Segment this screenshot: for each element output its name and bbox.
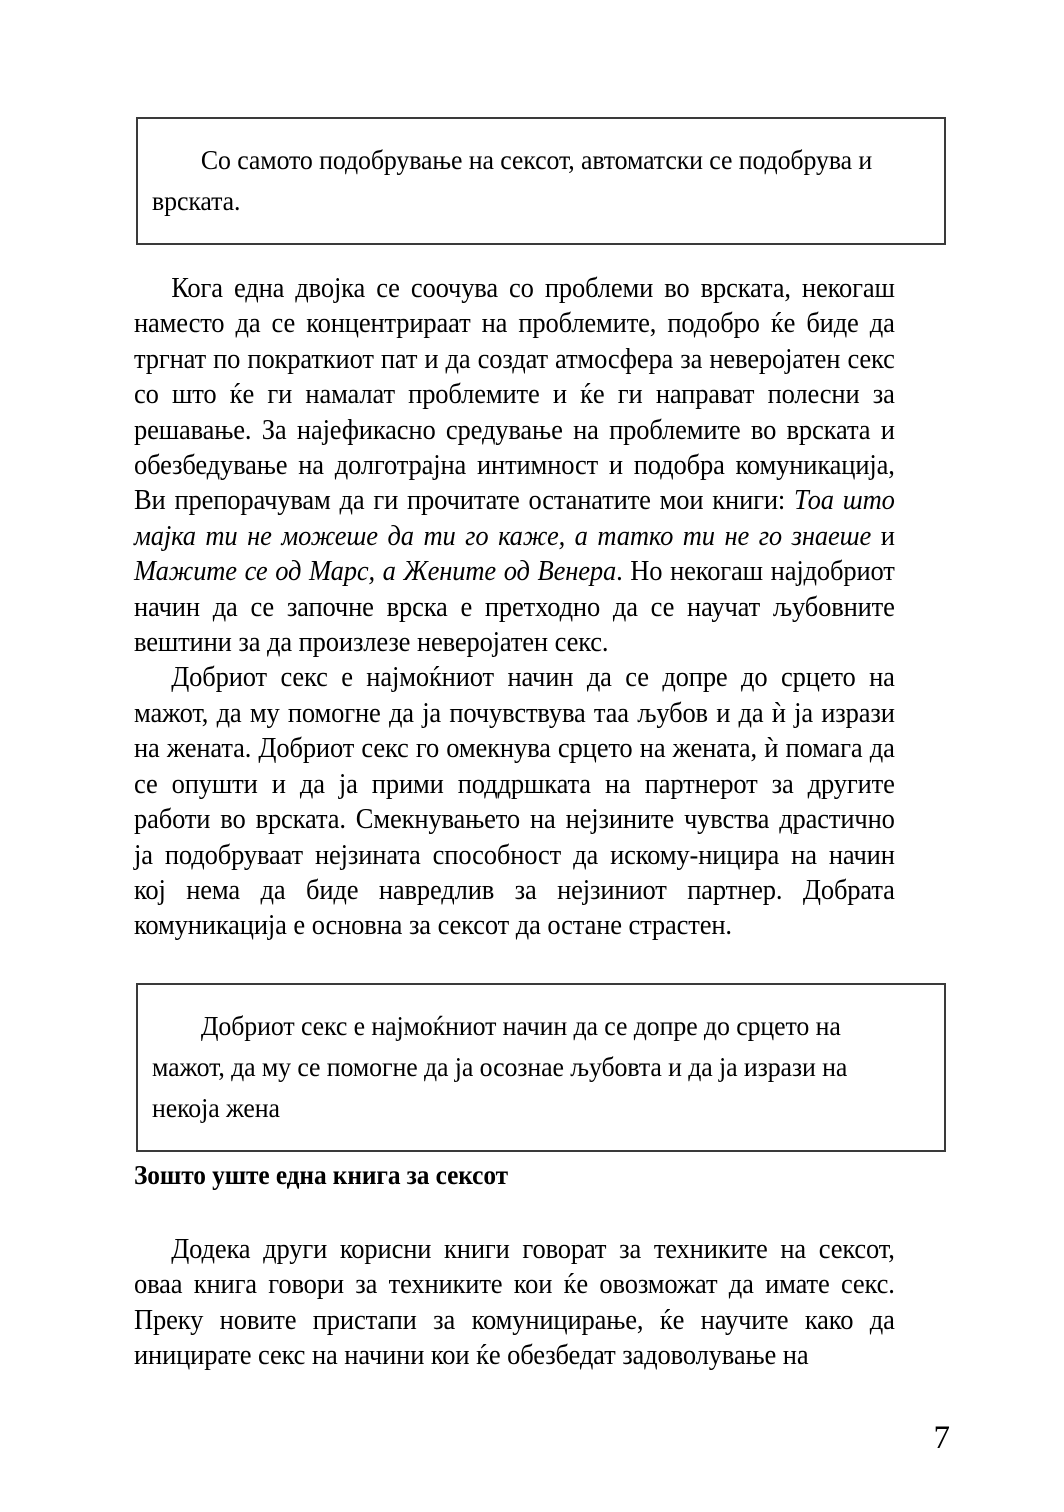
page-number: 7: [933, 1420, 950, 1456]
callout-box-middle: [136, 983, 946, 1152]
paragraph-1-run-1: Кога една двојка се соочува со проблеми во врската, некогаш наместо да се концентрираат на проблемите, подобро ќе биде да тргнат по пократкиот пат и да создат атмосфера за неверојатен секс со што ќе ги намалат проблемите и ќе ги направат полесни за решавање. За најефикасно средување на проблемите во врската и обезбедување на долготрајна интимност и подобра комуникација, Ви препорачувам да ги прочитате останатите мои книги:: [134, 273, 895, 517]
callout-box-top: [136, 117, 946, 245]
paragraph-1-run-3: . Но некогаш најдобриот начин да се започне врска е претходно да се научат љубовните вештини за да произлезе неверојатен секс.: [134, 556, 895, 659]
callout-middle-text: Добриот секс е најмоќниот начин да се допре до срцето на мажот, да му се помогне да ја осознае љубовта и да ја изрази на некоја жена: [152, 1010, 848, 1123]
paragraph-3: Додека други корисни книги говорат за техниките на сексот, оваа книга говори за техниките кои ќе овозможат да имате секс. Преку новите пристапи за комуницирање, ќе научите како да иницирате секс на начини кои ќе обезбедат задоволување на: [134, 1234, 895, 1372]
paragraph-1-run-2: и: [871, 520, 895, 552]
paragraph-1: [134, 271, 895, 660]
callout-top-text: Со самото подобрување на сексот, автоматски се подобрува и врската.: [152, 144, 873, 216]
body-text-block-upper: [134, 271, 952, 944]
paragraph-2: Добриот секс е најмоќниот начин да се допре до срцето на мажот, да му помогне да ја почувствува таа љубов и да ѝ ја изрази на жената. Добриот секс го омекнува срцето на жената, ѝ помага да се опушти и да ја прими поддршката на партнерот за другите работи во врската. Смекнувањето на нејзините чувства драстично ја подобруваат нејзината способност да искому-ницира на начин кој нема да биде навредлив за нејзиниот партнер. Добрата комуникација е основна за сексот да остане страстен.: [134, 662, 895, 942]
body-text-block-lower: [134, 1232, 952, 1374]
book-title-1: Тоа што мајка ти не можеше да ти го каже, а татко ти не го знаеше: [134, 485, 895, 552]
book-title-2: Мажите се од Марс, а Жените од Венера: [134, 556, 617, 588]
section-heading: Зошто уште една книга за сексот: [134, 1160, 508, 1190]
